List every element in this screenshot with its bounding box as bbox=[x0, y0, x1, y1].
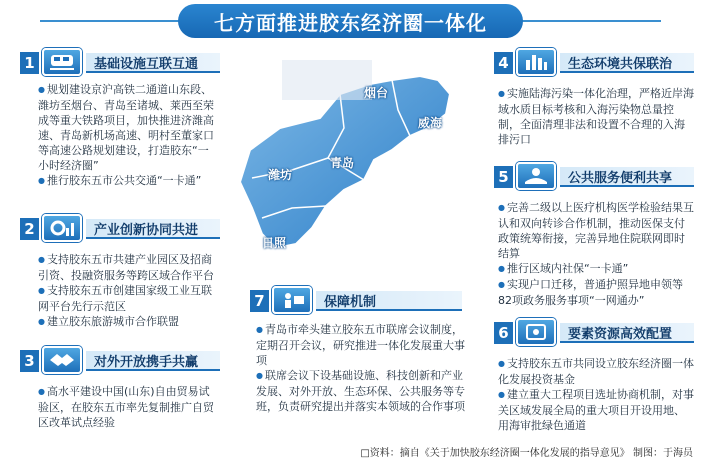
section-2-body bbox=[38, 252, 218, 330]
section-2-header bbox=[20, 218, 220, 240]
resource-icon bbox=[516, 318, 556, 346]
section-3-item-1: ● 高水平建设中国(山东)自由贸易试验区，在胶东五市率先复制推广自贸区改革试点经验 bbox=[38, 384, 218, 430]
section-6-number: 6 bbox=[494, 322, 513, 344]
gear-chart-icon bbox=[42, 214, 82, 242]
section-6-item-1: ● 支持胶东五市共同设立胶东经济圈一体化发展投资基金 bbox=[498, 356, 694, 387]
section-5-number: 5 bbox=[494, 166, 513, 188]
section-7-item-2: ● 联席会议下设基础设施、科技创新和产业发展、对外开放、生态环保、公共服务等专班，负责研究提出并落实本领域的合作事项 bbox=[256, 368, 468, 414]
speaker-icon bbox=[272, 286, 312, 314]
section-5-item-3: ● 实现户口迁移，普通护照异地申领等82项政务服务事项“一网通办” bbox=[498, 277, 694, 308]
source-credit: □资料：摘自《关于加快胶东经济圈一体化发展的指导意见》 制图：于海员 bbox=[360, 448, 693, 459]
section-7-title: 保障机制 bbox=[316, 291, 462, 311]
hands-service-icon bbox=[516, 162, 556, 190]
section-7-item-1: ● 青岛市牵头建立胶东五市联席会议制度，定期召开会议，研究推进一体化发展重大事项 bbox=[256, 322, 468, 368]
city-ecology-icon bbox=[516, 48, 556, 76]
section-2-title: 产业创新协同共进 bbox=[86, 219, 220, 239]
section-2-item-3: ● 建立胶东旅游城市合作联盟 bbox=[38, 314, 218, 330]
section-6-header bbox=[494, 322, 694, 344]
section-5-body bbox=[498, 200, 694, 308]
section-6-item-2: ● 建立重大工程项目选址协商机制，对事关区域发展全局的重大项目开设用地、用海审批绿色通道 bbox=[498, 387, 694, 433]
section-1-item-2: ● 推行胶东五市公共交通“一卡通” bbox=[38, 173, 218, 189]
title-bar bbox=[0, 4, 701, 38]
section-3-number: 3 bbox=[20, 350, 39, 372]
section-3-title: 对外开放携手共赢 bbox=[86, 351, 220, 371]
section-5-item-2: ● 推行区域内社保“一卡通” bbox=[498, 261, 694, 277]
section-5-item-1: ● 完善二级以上医疗机构医学检验结果互认和双向转诊合作机制，推动医保支付政策统筹衔接，完善异地住院联网即时结算 bbox=[498, 200, 694, 261]
section-6-body bbox=[498, 356, 694, 433]
train-icon bbox=[42, 48, 82, 76]
section-5-title: 公共服务便利共享 bbox=[560, 167, 694, 187]
city-weihai: 威海 bbox=[418, 116, 443, 130]
section-1-item-1: ● 规划建设京沪高铁二通道山东段、潍坊至烟台、青岛至诸城、莱西至荣成等重大铁路项目，加快推进济潍高速、青岛新机场高速、明村至董家口等高速公路规划建设，打造胶东“一小时经济圈” bbox=[38, 82, 218, 173]
section-2-number: 2 bbox=[20, 218, 39, 240]
section-1-header bbox=[20, 52, 220, 74]
city-weifang: 潍坊 bbox=[268, 168, 293, 182]
section-4-body bbox=[498, 86, 694, 147]
section-4-header bbox=[494, 52, 694, 74]
section-3-body bbox=[38, 384, 218, 430]
section-1-number: 1 bbox=[20, 52, 39, 74]
section-1-body bbox=[38, 82, 218, 189]
city-yantai: 烟台 bbox=[364, 86, 389, 100]
city-rizhao: 日照 bbox=[262, 236, 287, 250]
section-2-item-2: ● 支持胶东五市创建国家级工业互联网平台先行示范区 bbox=[38, 283, 218, 314]
section-7-body bbox=[256, 322, 468, 414]
section-6-title: 要素资源高效配置 bbox=[560, 323, 694, 343]
section-4-title: 生态环境共保联治 bbox=[560, 53, 694, 73]
section-4-number: 4 bbox=[494, 52, 513, 74]
section-4-item-1: ● 实施陆海污染一体化治理，严格近岸海域水质目标考核和入海污染物总量控制，全面清理非法和设置不合理的入海排污口 bbox=[498, 86, 694, 147]
section-7-header bbox=[250, 290, 462, 312]
section-1-title: 基础设施互联互通 bbox=[86, 53, 220, 73]
section-3-header bbox=[20, 350, 220, 372]
page-title: 七方面推进胶东经济圈一体化 bbox=[178, 4, 523, 38]
section-5-header bbox=[494, 166, 694, 188]
section-7-number: 7 bbox=[250, 290, 269, 312]
city-qingdao: 青岛 bbox=[330, 156, 355, 170]
jiaodong-map bbox=[232, 58, 472, 288]
section-2-item-1: ● 支持胶东五市共建产业园区及招商引资、投融资服务等跨区域合作平台 bbox=[38, 252, 218, 283]
handshake-icon bbox=[42, 346, 82, 374]
